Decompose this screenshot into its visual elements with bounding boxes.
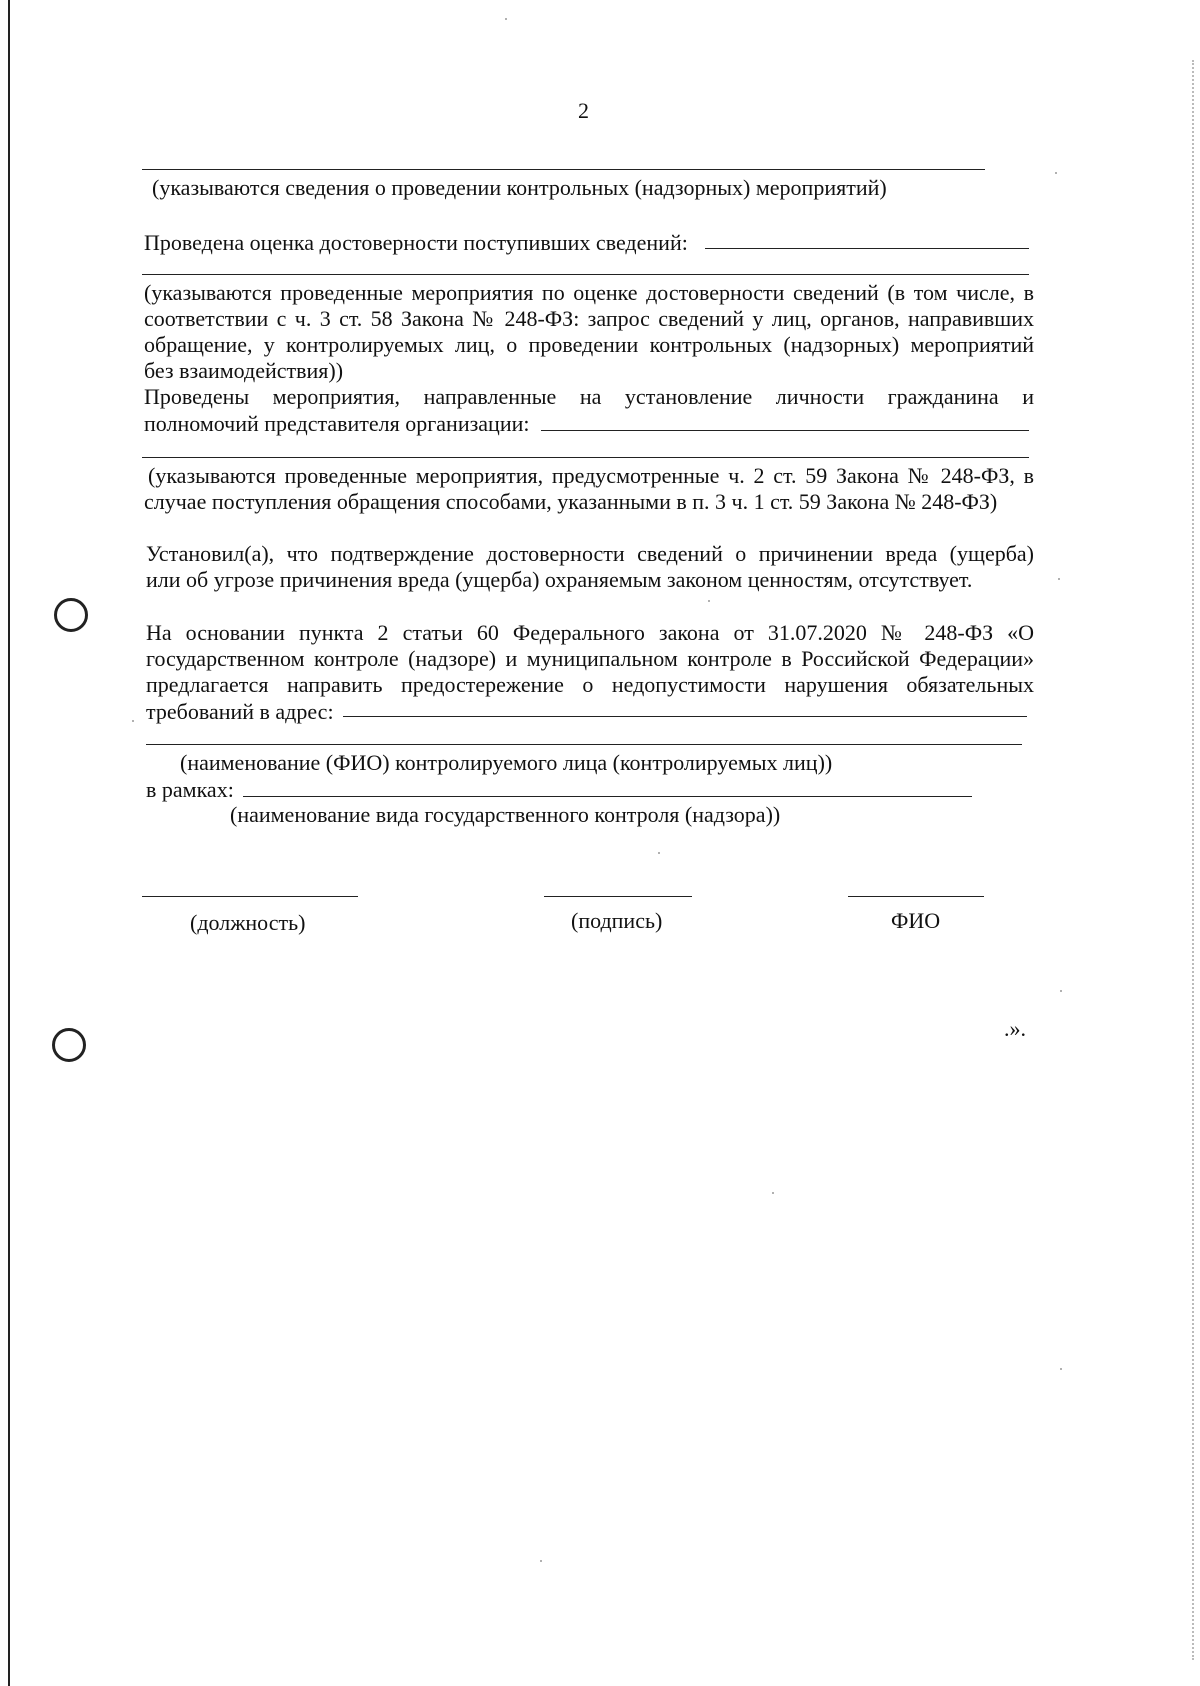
note-control-type: (наименование вида государственного контроля (надзора)) <box>230 802 781 827</box>
established-line: или об угрозе причинения вреда (ущерба) охраняемым законом ценностям, отсутствует. <box>146 567 973 592</box>
scan-right-edge <box>1192 60 1194 1660</box>
scan-speck <box>658 852 660 854</box>
scan-speck <box>1055 172 1057 174</box>
punch-hole-bottom <box>52 1028 86 1062</box>
note-controlled-person: (наименование (ФИО) контролируемого лица (контролируемых лиц)) <box>180 750 833 775</box>
scan-speck <box>1058 578 1060 580</box>
closing-mark: .». <box>1004 1016 1026 1041</box>
note-assessment-line: без взаимодействия)) <box>144 358 344 383</box>
scan-speck <box>708 600 710 602</box>
note-assessment-line: (указываются проведенные мероприятия по оценке достоверности сведений (в том числе, в <box>144 280 1034 305</box>
identity-line-1: Проведены мероприятия, направленные на установление личности гражданина и <box>144 384 1034 409</box>
assessment-label: Проведена оценка достоверности поступивших сведений: <box>144 230 688 255</box>
framework-label: в рамках: <box>146 777 234 802</box>
addressee-blank-line <box>343 716 1027 717</box>
addressee-blank-line-2 <box>146 744 1022 745</box>
assessment-blank-line-2 <box>142 274 1029 275</box>
basis-line: предлагается направить предостережение о недопустимости нарушения обязательных <box>146 672 1034 697</box>
note-assessment-line: соответствии с ч. 3 ст. 58 Закона № 248-ФЗ: запрос сведений у лиц, органов, направивших <box>144 306 1034 331</box>
scan-speck <box>1060 990 1062 992</box>
identity-label: полномочий представителя организации: <box>144 411 530 436</box>
scan-speck <box>772 1192 774 1194</box>
name-caption: ФИО <box>891 908 941 933</box>
note-assessment-line: обращение, у контролируемых лиц, о проведении контрольных (надзорных) мероприятий <box>144 332 1034 357</box>
basis-last-label: требований в адрес: <box>146 699 334 724</box>
identity-blank-line <box>541 430 1029 431</box>
position-caption: (должность) <box>190 910 306 935</box>
note-identity-line: случае поступления обращения способами, указанными в п. 3 ч. 1 ст. 59 Закона № 248-ФЗ) <box>144 489 998 514</box>
note-measures: (указываются сведения о проведении контрольных (надзорных) мероприятий) <box>152 175 887 200</box>
page-number: 2 <box>578 98 589 123</box>
name-signature-line <box>848 896 984 897</box>
punch-hole-top <box>54 598 88 632</box>
note-identity-line: (указываются проведенные мероприятия, предусмотренные ч. 2 ст. 59 Закона № 248-ФЗ, в <box>148 463 1034 488</box>
framework-blank-line <box>243 796 972 797</box>
scan-left-edge <box>8 0 10 1686</box>
identity-blank-line-2 <box>142 457 1029 458</box>
established-line: Установил(а), что подтверждение достоверности сведений о причинении вреда (ущерба) <box>146 541 1034 566</box>
basis-line: На основании пункта 2 статьи 60 Федерального закона от 31.07.2020 № 248-ФЗ «О <box>146 620 1034 645</box>
signature-line <box>544 896 692 897</box>
measures-blank-line <box>142 169 985 170</box>
scan-speck <box>1060 1368 1062 1370</box>
scan-speck <box>132 720 134 722</box>
assessment-blank-line <box>705 248 1029 249</box>
scan-speck <box>540 1560 542 1562</box>
basis-line: государственном контроле (надзоре) и муниципальном контроле в Российской Федерации» <box>146 646 1034 671</box>
scan-speck <box>505 18 507 20</box>
signature-caption: (подпись) <box>571 908 663 933</box>
position-signature-line <box>142 896 358 897</box>
